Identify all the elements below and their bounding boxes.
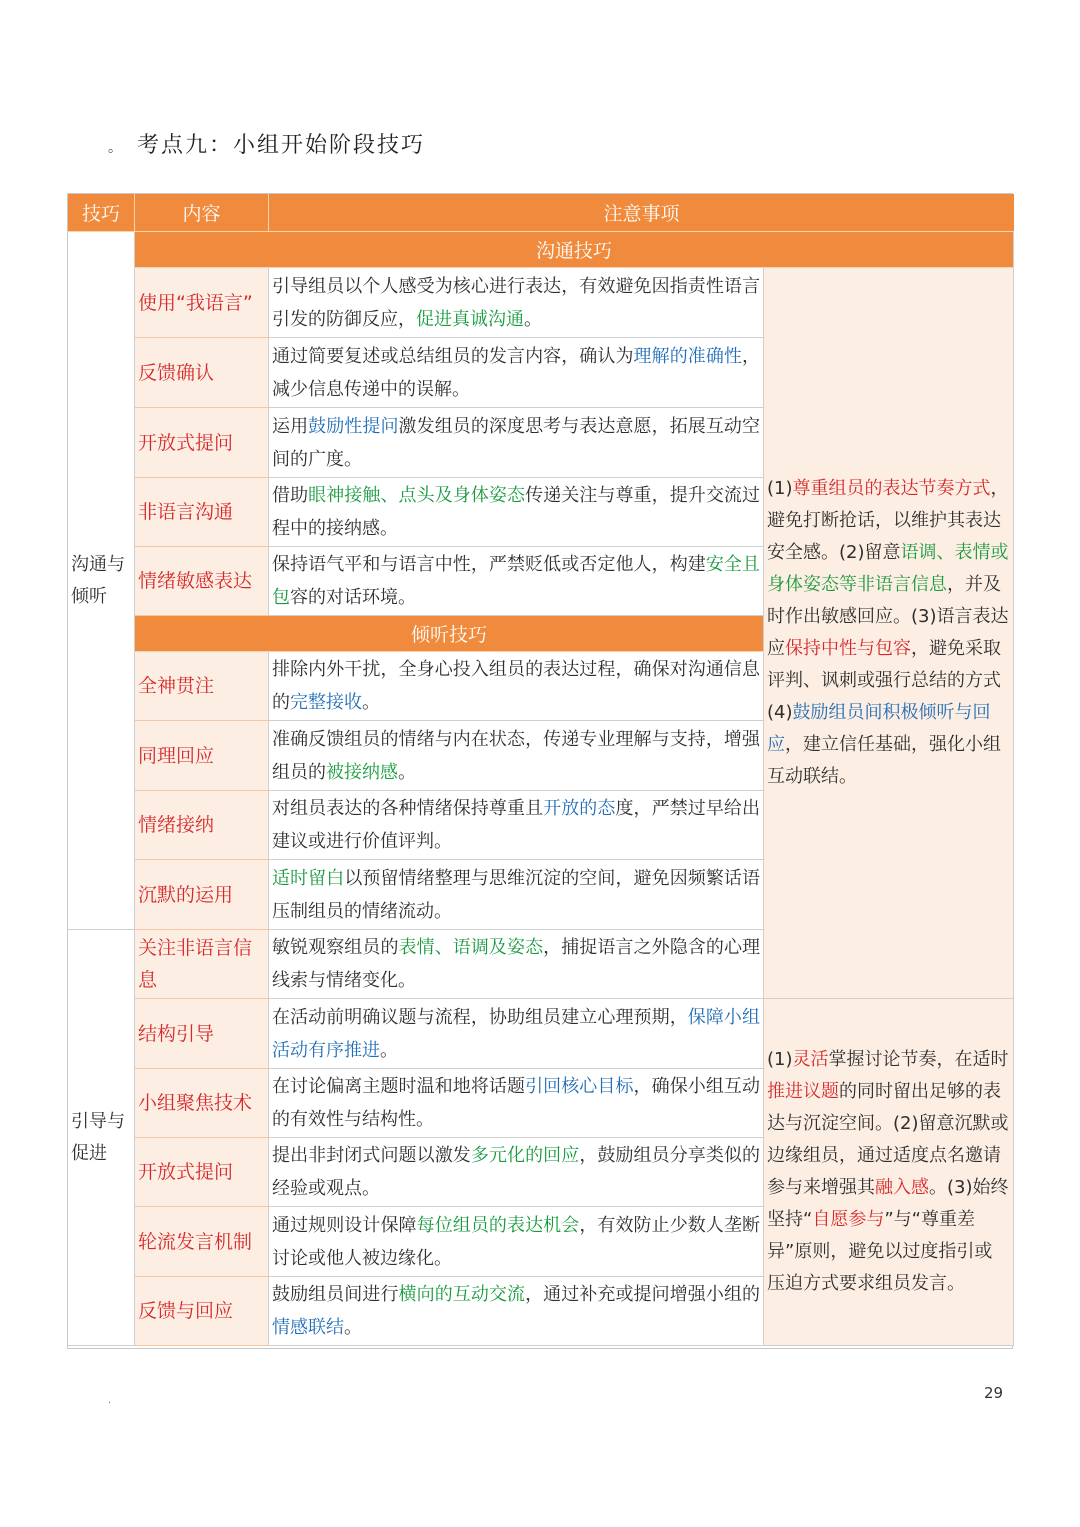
skill-desc — [269, 338, 764, 408]
page-title — [108, 128, 425, 159]
skill-name: 同理回应 — [135, 721, 269, 791]
desc-highlight: 理解的准确性 — [633, 345, 743, 367]
desc-segment: 。 — [380, 1039, 398, 1061]
skill-desc — [269, 1069, 764, 1138]
skill-name: 开放式提问 — [135, 408, 269, 478]
desc-highlight: 保障小组活动有序推进 — [272, 1006, 761, 1061]
note-segment: ，避免采取评判、讽刺或强行总结的方式 — [767, 638, 1001, 691]
note-segment: 的同时留出足够的表达与沉淀空间。 — [767, 1081, 1001, 1134]
desc-text — [272, 792, 760, 858]
desc-segment: 敏锐观察组员的 — [272, 937, 399, 958]
desc-text — [272, 410, 760, 476]
note-highlight: 推进议题 — [767, 1081, 839, 1102]
note-segment: 掌握讨论节奏，在适时 — [828, 1049, 1009, 1070]
skill-name: 反馈与回应 — [135, 1277, 269, 1346]
note-segment: (2)留意沉默或边缘组员，通过适度点名邀请参与来增强其 — [767, 1113, 1009, 1198]
desc-text — [272, 1278, 760, 1344]
desc-highlight: 安全且包 — [272, 554, 760, 608]
desc-highlight: 横向的互动交流 — [398, 1284, 526, 1305]
desc-text — [272, 862, 760, 928]
skill-desc — [269, 860, 764, 930]
band-communication-skills: 沟通技巧 — [135, 232, 1014, 268]
title-bullet: 。 — [108, 140, 124, 156]
note-segment: ，并及时作出敏感回应。 — [767, 574, 1001, 627]
desc-segment: 引导组员以个人感受为核心进行表达，有效避免因指责性语言引发的防御反应， — [272, 275, 760, 330]
desc-segment: 传递关注与尊重，提升交流过程中的接纳感。 — [272, 485, 760, 539]
desc-segment: 运用 — [272, 415, 309, 437]
note-highlight: 灵活 — [792, 1049, 829, 1070]
desc-highlight: 促进真诚沟通 — [416, 308, 524, 330]
note-highlight: 鼓励组员间积极倾听与回应 — [767, 702, 991, 755]
desc-segment: 。 — [398, 761, 416, 783]
skill-desc — [269, 268, 764, 338]
desc-segment: 提出非封闭式问题以激发 — [272, 1145, 471, 1166]
desc-segment: 排除内外干扰，全身心投入组员的表达过程，确保对沟通信息的 — [272, 659, 760, 713]
skill-desc — [269, 478, 764, 547]
skill-desc — [269, 791, 764, 860]
desc-text — [272, 479, 760, 545]
desc-highlight: 鼓励性提问 — [308, 415, 399, 437]
page-number: 29 — [984, 1384, 1004, 1402]
skill-desc — [269, 1207, 764, 1277]
skill-desc — [269, 1277, 764, 1346]
note-highlight: 保持中性与包容 — [785, 638, 911, 659]
desc-text — [272, 653, 760, 719]
desc-text — [272, 1139, 760, 1205]
desc-segment: ，确保小组互动的有效性与结构性。 — [272, 1076, 761, 1130]
skill-name: 沉默的运用 — [135, 860, 269, 930]
desc-segment: ，减少信息传递中的误解。 — [272, 345, 761, 400]
desc-segment: 对组员表达的各种情绪保持尊重且 — [272, 798, 544, 819]
desc-text — [272, 1070, 760, 1136]
desc-highlight: 眼神接触、点头及身体姿态 — [308, 485, 526, 506]
desc-segment: 激发组员的深度思考与表达意愿，拓展互动空间的广度。 — [272, 415, 761, 470]
note-segment: 。 — [929, 1177, 947, 1198]
note-highlight: 融入感 — [875, 1177, 929, 1198]
skill-desc — [269, 1138, 764, 1207]
skill-name: 情绪接纳 — [135, 791, 269, 860]
desc-text — [272, 931, 760, 997]
skill-desc — [269, 999, 764, 1069]
desc-text — [272, 548, 760, 614]
note-text — [767, 473, 1010, 793]
category-guidance: 引导与促进 — [68, 930, 135, 1346]
note-highlight: 语调、表情或身体姿态等非语言信息 — [767, 542, 1009, 595]
desc-segment: 准确反馈组员的情绪与内在状态，传递专业理解与支持，增强组员的 — [272, 728, 760, 783]
note-highlight: 自愿参与 — [812, 1209, 885, 1230]
note-segment: (1) — [767, 1049, 793, 1070]
skill-desc — [269, 930, 764, 999]
header-notes: 注意事项 — [269, 194, 1014, 232]
category-communication: 沟通与倾听 — [68, 232, 135, 930]
note-segment: ，建立信任基础，强化小组互动联结。 — [767, 734, 1001, 787]
desc-segment: 保持语气平和与语言中性，严禁贬低或否定他人，构建 — [272, 554, 706, 575]
desc-segment: 借助 — [272, 485, 309, 506]
note-segment: (1) — [767, 478, 793, 499]
desc-text — [272, 1209, 760, 1275]
skill-desc — [269, 721, 764, 791]
skill-name: 使用“我语言” — [135, 268, 269, 338]
desc-highlight: 被接纳感 — [326, 761, 398, 783]
header-content: 内容 — [135, 194, 269, 232]
footer-mark: · — [108, 1398, 112, 1409]
desc-text — [272, 340, 760, 406]
note-segment: (3)始终坚持“ — [767, 1177, 1009, 1230]
skill-name: 结构引导 — [135, 999, 269, 1069]
desc-highlight: 情感联结 — [272, 1317, 344, 1338]
desc-highlight: 表情、语调及姿态 — [398, 937, 544, 958]
desc-text — [272, 1001, 760, 1067]
desc-segment: ，通过补充或提问增强小组的 — [525, 1284, 761, 1305]
desc-segment: ，捕捉语言之外隐含的心理线索与情绪变化。 — [272, 937, 761, 991]
skill-desc — [269, 408, 764, 478]
skill-name: 开放式提问 — [135, 1138, 269, 1207]
note-segment: (3)语言表达应 — [767, 606, 1009, 659]
note-segment: ，避免打断抢话，以维护其表达安全感。 — [767, 478, 1009, 563]
skill-name: 情绪敏感表达 — [135, 547, 269, 616]
desc-highlight: 多元化的回应 — [470, 1145, 580, 1166]
note-segment: ”与“尊重差异”原则，避免以过度指引或压迫方式要求组员发言。 — [767, 1209, 993, 1294]
desc-segment: 在讨论偏离主题时温和地将话题 — [272, 1076, 526, 1097]
skill-name: 关注非语言信息 — [135, 930, 269, 999]
desc-segment: 容的对话环境。 — [290, 587, 416, 608]
skill-name: 非语言沟通 — [135, 478, 269, 547]
notes-guidance — [764, 999, 1014, 1346]
desc-text — [272, 270, 760, 336]
desc-text — [272, 723, 760, 789]
desc-segment: 。 — [362, 692, 380, 713]
note-segment: (2)留意 — [839, 542, 901, 563]
desc-segment: 在活动前明确议题与流程，协助组员建立心理预期， — [272, 1006, 688, 1028]
header-skill: 技巧 — [68, 194, 135, 232]
desc-segment: 鼓励组员间进行 — [272, 1284, 399, 1305]
desc-segment: ，有效防止少数人垄断讨论或他人被边缘化。 — [272, 1214, 761, 1269]
desc-segment: 。 — [524, 308, 542, 330]
desc-segment: 度，严禁过早给出建议或进行价值评判。 — [272, 798, 761, 852]
desc-segment: 以预留情绪整理与思维沉淀的空间，避免因频繁话语压制组员的情绪流动。 — [272, 867, 761, 922]
skills-table — [67, 193, 1013, 1349]
skill-name: 全神贯注 — [135, 652, 269, 721]
desc-segment: ，鼓励组员分享类似的经验或观点。 — [272, 1145, 761, 1199]
skill-name: 小组聚焦技术 — [135, 1069, 269, 1138]
skill-name: 反馈确认 — [135, 338, 269, 408]
skill-desc — [269, 547, 764, 616]
desc-highlight: 完整接收 — [290, 692, 362, 713]
note-segment: (4) — [767, 702, 793, 723]
desc-segment: 。 — [344, 1317, 362, 1338]
desc-segment: 通过规则设计保障 — [272, 1214, 417, 1236]
band-listening-skills: 倾听技巧 — [135, 616, 764, 652]
skill-name: 轮流发言机制 — [135, 1207, 269, 1277]
note-text — [767, 1044, 1010, 1300]
desc-highlight: 开放的态 — [543, 798, 616, 819]
desc-highlight: 适时留白 — [272, 867, 345, 889]
notes-communication — [764, 268, 1014, 999]
note-highlight: 尊重组员的表达节奏方式 — [792, 478, 991, 499]
desc-segment: 通过简要复述或总结组员的发言内容，确认为 — [272, 345, 634, 367]
desc-highlight: 引回核心目标 — [525, 1076, 634, 1097]
skill-desc — [269, 652, 764, 721]
title-text: 考点九：小组开始阶段技巧 — [137, 133, 426, 158]
desc-highlight: 每位组员的表达机会 — [416, 1214, 580, 1236]
